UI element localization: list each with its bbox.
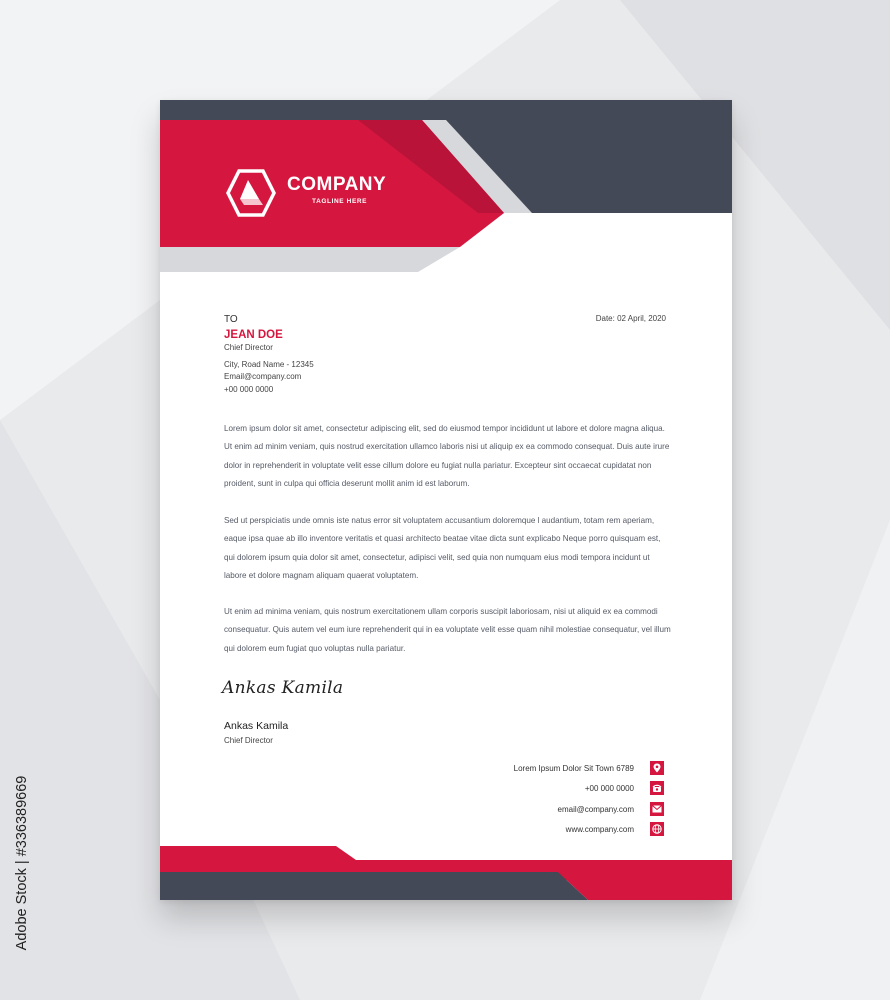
letter-date: Date: 02 April, 2020 — [595, 314, 666, 323]
contact-website: www.company.com — [565, 825, 634, 834]
contact-address: Lorem Ipsum Dolor Sit Town 6789 — [513, 764, 634, 773]
contact-phone: +00 000 0000 — [584, 784, 634, 793]
body-paragraph: Sed ut perspiciatis unde omnis iste natus error sit voluptatem accusantium doloremque l audantium, totam rem aperiam, eaque ipsa quae ab illo inventore veritatis et quasi architecto beatae vitae dicta sunt explicabo Neque porro quisquam est, qui dolorem ipsum quia dolor sit amet, consectetur, adipisci velit, sed quia non numquam eius modi tempora incidunt ut labore et dolore magnam aliquam quaerat voluptatem. — [224, 516, 661, 580]
location-pin-icon — [650, 761, 664, 775]
recipient-name: JEAN DOE — [224, 329, 283, 341]
handwritten-signature: Ankas Kamila — [222, 678, 344, 698]
body-paragraph: Ut enim ad minima veniam, quis nostrum exercitationem ullam corporis suscipit laboriosam, nisi ut aliquid ex ea commodi consequatur. Quis autem vel eum iure reprehenderit qui in ea voluptate velit esse quam nihil molestiae consequatur, vel illum qui dolorem eum fugiat quo voluptas nulla pariatur. — [224, 607, 671, 653]
phone-icon — [650, 781, 664, 795]
letterhead-page — [160, 100, 732, 900]
recipient-title: Chief Director — [224, 343, 273, 352]
envelope-icon — [650, 802, 664, 816]
company-name: COMPANY — [287, 174, 387, 195]
recipient-address: City, Road Name - 12345 — [224, 360, 314, 369]
company-tagline: TAGLINE HERE — [312, 198, 368, 205]
recipient-phone: +00 000 0000 — [224, 385, 274, 394]
body-paragraph: Lorem ipsum dolor sit amet, consectetur adipiscing elit, sed do eiusmod tempor incididunt ut labore et dolore magna aliqua. Ut enim ad minim veniam, quis nostrud exercitation ullamco laboris nisi ut aliquip ex ea commodo consequat. Duis aute irure dolor in reprehenderit in voluptate velit esse cillum dolore eu fugiat nulla pariatur. Excepteur sint occaecat cupidatat non proident, sunt in culpa qui officia deserunt mollit anim id est laborum. — [224, 424, 670, 488]
contact-email: email@company.com — [557, 805, 634, 814]
header-footer-shapes — [160, 100, 732, 900]
hexagon-cube-icon — [226, 168, 276, 218]
signer-title: Chief Director — [224, 736, 273, 745]
signer-name: Ankas Kamila — [224, 720, 289, 732]
to-label: TO — [224, 314, 238, 325]
stock-id-text: Adobe Stock | #336389669 — [14, 775, 30, 951]
recipient-email: Email@company.com — [224, 372, 302, 381]
globe-icon — [650, 822, 664, 836]
